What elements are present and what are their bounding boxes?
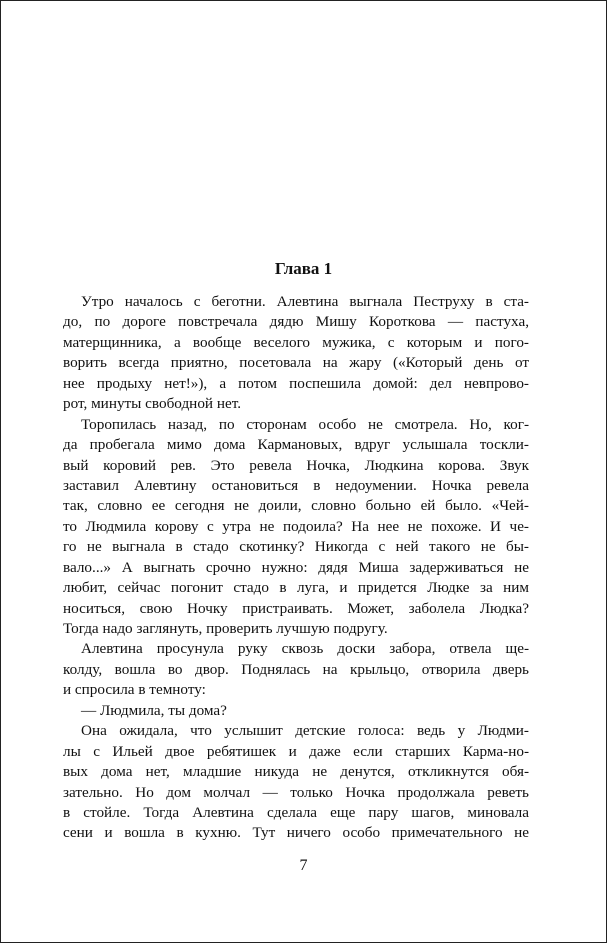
body-text [63, 292, 529, 844]
text-line: Торопилась назад, по сторонам особо не смотрела. Но, ког- [81, 415, 529, 433]
text-line: до, по дороге повстречала дядю Мишу Короткова — пастуха, [63, 313, 529, 331]
text-line: матерщинника, а вообще веселого мужика, с которым и пого- [63, 333, 529, 351]
chapter-title: Глава 1 [274, 259, 333, 278]
text-line: любит, сейчас погонит стадо в луга, и придется Людке за ним [63, 579, 529, 597]
text-line: колду, вошла во двор. Поднялась на крыльцо, отворила дверь [63, 660, 529, 678]
dialogue-line: — Людмила, ты дома? [81, 701, 227, 719]
text-line: Утро началось с беготни. Алевтина выгнала Пеструху в ста- [81, 293, 529, 310]
text-line: Она ожидала, что услышит детские голоса: ведь у Людми- [81, 722, 529, 740]
text-line: носиться, свою Ночку пристраивать. Может, заболела Людка? [63, 599, 529, 617]
text-line: да пробегала мимо дома Кармановых, вдруг услышала тоскли- [63, 436, 529, 454]
text-line: и спросила в темноту: [63, 681, 206, 699]
text-line: лы с Ильей двое ребятишек и даже если старших Карма-но- [63, 742, 529, 760]
text-line: ворить всегда приятно, посетовала на жару («Который день от [63, 354, 529, 372]
text-line: нее продыху нет!»), а потом поспешила домой: дел невпрово- [63, 374, 529, 392]
text-line: зательно. Но дом молчал — только Ночка продолжала реветь [63, 783, 529, 801]
text-line: сени и вошла в кухню. Тут ничего особо примечательного не [63, 824, 529, 842]
text-line: в стойле. Тогда Алевтина сделала еще пару шагов, миновала [63, 803, 529, 821]
text-line: заставил Алевтину остановиться в недоумении. Ночка ревела [63, 476, 529, 494]
text-line: так, словно ее сегодня не доили, словно больно ей было. «Чей- [63, 497, 529, 515]
text-line: го не выгнала в стадо скотинку? Никогда с ней такого не бы- [63, 538, 529, 556]
text-line: вало...» А выгнать срочно нужно: дядя Миша задерживаться не [63, 558, 529, 576]
text-line: рот, минуты свободной нет. [63, 395, 241, 413]
text-line: вых дома нет, младшие никуда не денутся, откликнутся обя- [63, 763, 529, 781]
text-line: то Людмила корову с утра не подоила? На нее не похоже. И че- [63, 517, 529, 535]
text-line: Тогда надо заглянуть, проверить лучшую подругу. [63, 620, 388, 637]
text-line: Алевтина просунула руку сквозь доски забора, отвела ще- [81, 640, 529, 658]
page-number: 7 [299, 857, 308, 874]
text-line: вый коровий рев. Это ревела Ночка, Людкина корова. Звук [63, 456, 529, 474]
